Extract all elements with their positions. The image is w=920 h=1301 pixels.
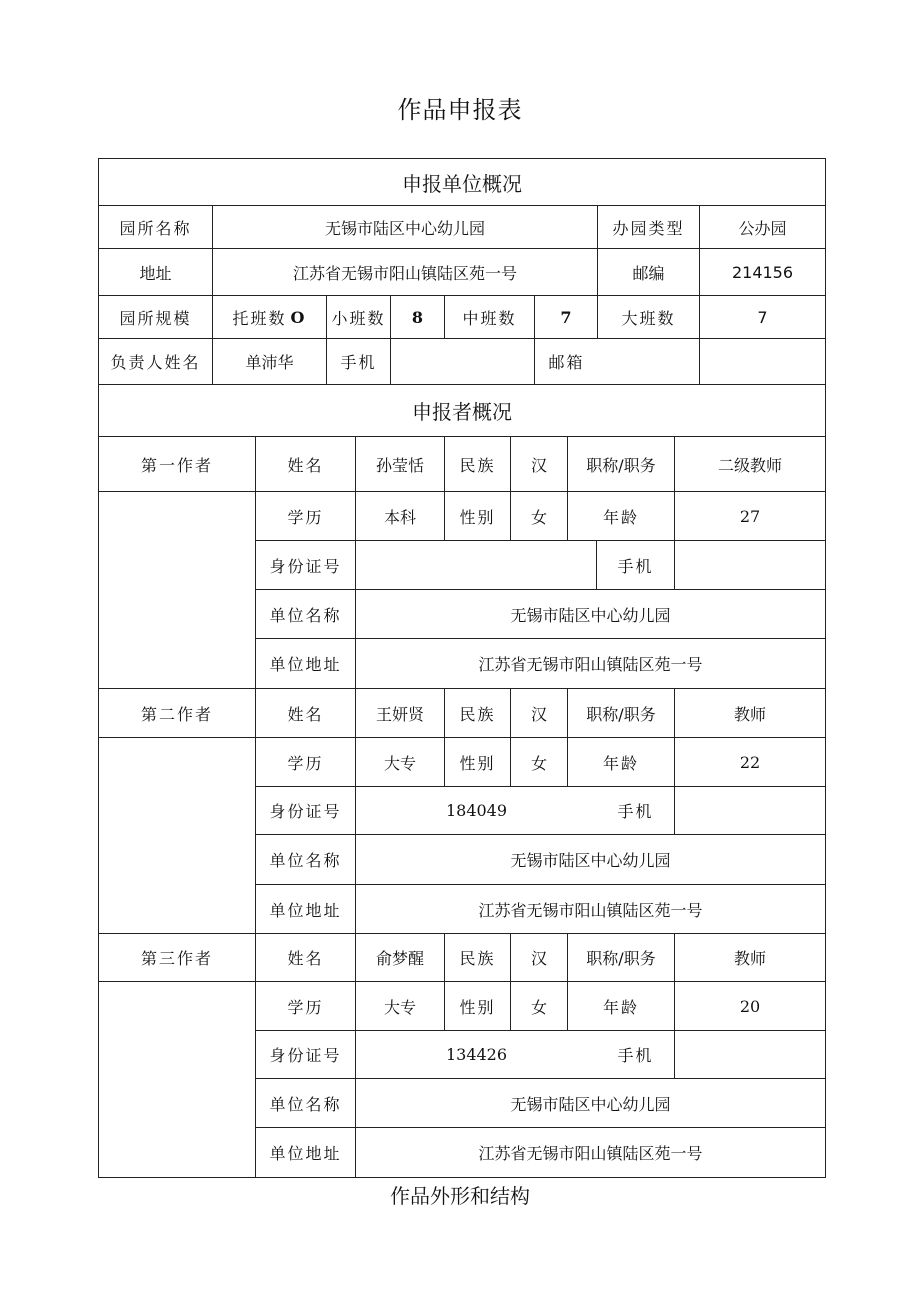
unit-postcode-label: 邮编	[598, 249, 700, 296]
author1-unit-address-label: 单位地址	[256, 639, 356, 689]
application-form	[98, 158, 826, 1178]
author1-age-value[interactable]: 27	[675, 492, 825, 541]
author1-id-value[interactable]	[356, 541, 597, 590]
nursery-class-value[interactable]: O	[290, 307, 307, 327]
author1-blank	[99, 492, 256, 689]
large-class-value[interactable]: 7	[700, 296, 825, 339]
section-heading-structure: 作品外形和结构	[390, 1184, 530, 1208]
unit-type-value[interactable]: 公办园	[700, 206, 825, 249]
middle-class-label: 中班数	[445, 296, 535, 339]
author3-gender-label: 性别	[445, 982, 511, 1031]
author1-age-label: 年龄	[568, 492, 675, 541]
principal-email-value[interactable]	[700, 339, 825, 385]
page-title: 作品申报表	[397, 96, 523, 124]
author1-ethnicity-value[interactable]: 汉	[511, 437, 568, 492]
small-class-label: 小班数	[327, 296, 391, 339]
author1-gender-value[interactable]: 女	[511, 492, 568, 541]
author3-name-value[interactable]: 俞梦醒	[356, 934, 445, 982]
author2-name-label: 姓名	[256, 689, 356, 738]
author3-id-value[interactable]: 134426	[356, 1031, 597, 1079]
unit-scale-label: 园所规模	[99, 296, 213, 339]
author3-name-label: 姓名	[256, 934, 356, 982]
author3-title-label: 职称/职务	[568, 934, 675, 982]
author3-unit-address-label: 单位地址	[256, 1128, 356, 1177]
author2-title-label: 职称/职务	[568, 689, 675, 738]
author3-education-label: 学历	[256, 982, 356, 1031]
author3-id-label: 身份证号	[256, 1031, 356, 1079]
author3-phone-value[interactable]	[675, 1031, 825, 1079]
author2-blank	[99, 738, 256, 934]
author3-title-value[interactable]: 教师	[675, 934, 825, 982]
author2-unit-name-value[interactable]: 无锡市陆区中心幼儿园	[356, 835, 825, 885]
author2-role: 第二作者	[99, 689, 256, 738]
author2-phone-label: 手机	[597, 787, 675, 835]
author2-unit-address-label: 单位地址	[256, 885, 356, 934]
author2-gender-label: 性别	[445, 738, 511, 787]
principal-value[interactable]: 单沛华	[213, 339, 327, 385]
principal-label: 负责人姓名	[99, 339, 213, 385]
nursery-class-label: 托班数	[232, 308, 287, 328]
author2-name-value[interactable]: 王妍贤	[356, 689, 445, 738]
author1-id-label: 身份证号	[256, 541, 356, 590]
author1-unit-name-label: 单位名称	[256, 590, 356, 639]
author1-role: 第一作者	[99, 437, 256, 492]
author1-gender-label: 性别	[445, 492, 511, 541]
author1-unit-address-value[interactable]: 江苏省无锡市阳山镇陆区苑一号	[356, 639, 825, 689]
applicants-section-title: 申报者概况	[99, 385, 825, 437]
author2-education-label: 学历	[256, 738, 356, 787]
author2-ethnicity-label: 民族	[445, 689, 511, 738]
unit-section-title: 申报单位概况	[99, 159, 825, 206]
author2-gender-value[interactable]: 女	[511, 738, 568, 787]
author2-unit-address-value[interactable]: 江苏省无锡市阳山镇陆区苑一号	[356, 885, 825, 934]
author2-ethnicity-value[interactable]: 汉	[511, 689, 568, 738]
principal-phone-label: 手机	[327, 339, 391, 385]
author2-age-label: 年龄	[568, 738, 675, 787]
author2-phone-value[interactable]	[675, 787, 825, 835]
principal-email-spacer	[598, 339, 700, 385]
author3-unit-address-value[interactable]: 江苏省无锡市阳山镇陆区苑一号	[478, 1144, 703, 1163]
unit-address-label: 地址	[99, 249, 213, 296]
principal-phone-value[interactable]	[391, 339, 535, 385]
author2-id-label: 身份证号	[256, 787, 356, 835]
small-class-value[interactable]: 8	[391, 296, 445, 339]
unit-postcode-value[interactable]: 214156	[700, 249, 825, 296]
author3-ethnicity-value[interactable]: 汉	[511, 934, 568, 982]
author1-name-value[interactable]: 孙莹恬	[356, 437, 445, 492]
author1-unit-name-value[interactable]: 无锡市陆区中心幼儿园	[356, 590, 825, 639]
author3-phone-label: 手机	[597, 1031, 675, 1079]
author1-phone-value[interactable]	[675, 541, 825, 590]
principal-email-label: 邮箱	[535, 339, 598, 385]
author3-blank	[99, 982, 256, 1177]
large-class-label: 大班数	[598, 296, 700, 339]
middle-class-value[interactable]: 7	[535, 296, 598, 339]
author3-education-value[interactable]: 大专	[356, 982, 445, 1031]
author3-gender-value[interactable]: 女	[511, 982, 568, 1031]
author3-ethnicity-label: 民族	[445, 934, 511, 982]
author1-education-label: 学历	[256, 492, 356, 541]
author2-age-value[interactable]: 22	[675, 738, 825, 787]
unit-address-value[interactable]: 江苏省无锡市阳山镇陆区苑一号	[213, 249, 598, 296]
author3-age-label: 年龄	[568, 982, 675, 1031]
author3-role: 第三作者	[99, 934, 256, 982]
author1-name-label: 姓名	[256, 437, 356, 492]
author2-id-value[interactable]: 184049	[356, 787, 597, 835]
author2-title-value[interactable]: 教师	[675, 689, 825, 738]
unit-type-label: 办园类型	[598, 206, 700, 249]
author2-education-value[interactable]: 大专	[356, 738, 445, 787]
author1-ethnicity-label: 民族	[445, 437, 511, 492]
unit-name-label: 园所名称	[99, 206, 213, 249]
author1-education-value[interactable]: 本科	[356, 492, 445, 541]
author1-phone-label: 手机	[597, 541, 675, 590]
nursery-class-cell	[213, 296, 327, 339]
author3-age-value[interactable]: 20	[675, 982, 825, 1031]
author3-unit-name-label: 单位名称	[256, 1079, 356, 1128]
author1-title-value[interactable]: 二级教师	[675, 437, 825, 492]
author3-unit-name-value[interactable]: 无锡市陆区中心幼儿园	[356, 1079, 825, 1128]
author2-unit-name-label: 单位名称	[256, 835, 356, 885]
author1-title-label: 职称/职务	[568, 437, 675, 492]
unit-name-value[interactable]: 无锡市陆区中心幼儿园	[213, 206, 598, 249]
